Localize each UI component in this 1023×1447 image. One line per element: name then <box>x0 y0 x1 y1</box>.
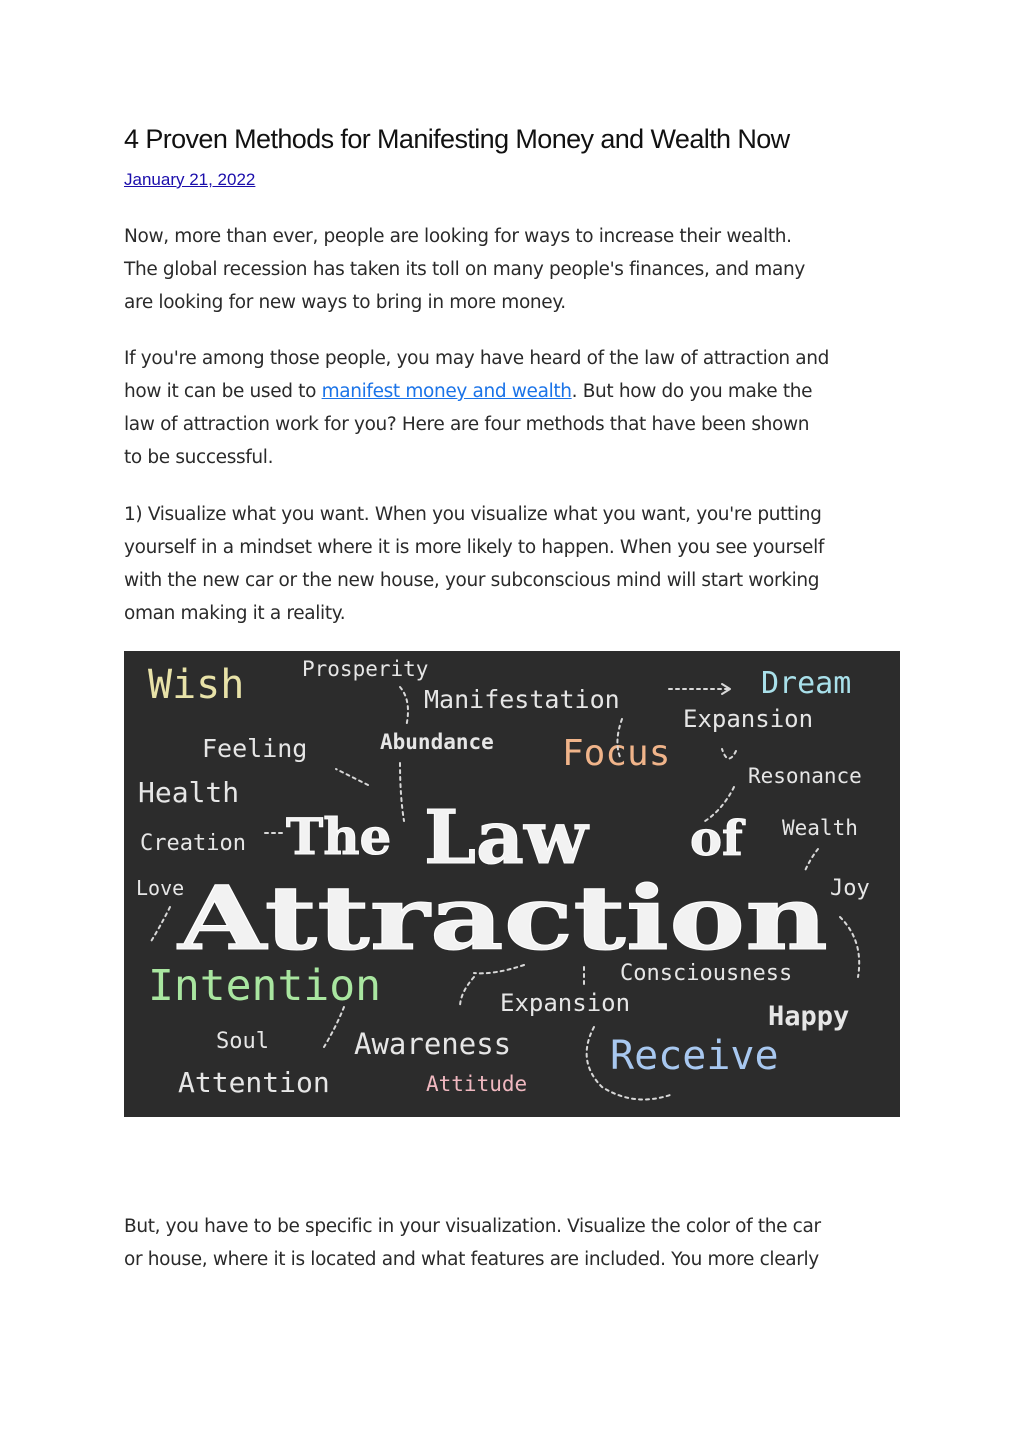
title-attraction: Attraction <box>176 866 828 970</box>
chalkboard-graphic <box>124 651 900 1117</box>
text-line: law of attraction work for you? Here are four methods that have been shown <box>124 414 810 435</box>
article-date-link[interactable]: January 21, 2022 <box>124 170 256 189</box>
word-wealth: Wealth <box>782 816 858 840</box>
paragraph-specific <box>124 1210 900 1276</box>
word-wish: Wish <box>148 662 245 708</box>
word-joy: Joy <box>830 876 870 901</box>
text-line: But, you have to be specific in your visualization. Visualize the color of the car <box>124 1216 821 1237</box>
word-soul: Soul <box>216 1029 269 1054</box>
word-expansion-top: Expansion <box>683 705 814 733</box>
word-abundance: Abundance <box>380 730 494 754</box>
text-line: Now, more than ever, people are looking for ways to increase their wealth. <box>124 226 792 247</box>
paragraph-intro <box>124 220 900 319</box>
word-receive: Receive <box>610 1033 779 1079</box>
word-creation: Creation <box>140 831 246 856</box>
title-the: The <box>286 807 392 866</box>
word-awareness: Awareness <box>354 1027 512 1061</box>
text-line: or house, where it is located and what features are included. You more clearly <box>124 1249 819 1270</box>
word-intention: Intention <box>148 961 381 1011</box>
word-attitude: Attitude <box>426 1072 528 1096</box>
text-line: with the new car or the new house, your subconscious mind will start working <box>124 570 820 591</box>
word-expansion-bottom: Expansion <box>500 989 631 1017</box>
word-love: Love <box>136 876 185 900</box>
text-line: to be successful. <box>124 447 274 468</box>
text-line: are looking for new ways to bring in more money. <box>124 292 566 313</box>
word-resonance: Resonance <box>748 764 862 788</box>
text-line: oman making it a reality. <box>124 603 346 624</box>
word-happy: Happy <box>768 1001 850 1032</box>
word-manifestation: Manifestation <box>424 685 620 714</box>
title-of: of <box>690 811 743 867</box>
text-segment: how it can be used to <box>124 381 322 402</box>
text-line: If you're among those people, you may have heard of the law of attraction and <box>124 348 830 369</box>
text-segment: . But how do you make the <box>571 381 813 402</box>
word-health: Health <box>138 776 240 809</box>
word-consciousness: Consciousness <box>620 961 793 986</box>
word-prosperity: Prosperity <box>302 657 429 681</box>
word-dream: Dream <box>761 666 852 701</box>
word-feeling: Feeling <box>202 734 308 763</box>
text-line: 1) Visualize what you want. When you visualize what you want, you're putting <box>124 504 822 525</box>
law-of-attraction-image <box>124 651 900 1117</box>
paragraph-law-of-attraction <box>124 342 900 474</box>
article-title: 4 Proven Methods for Manifesting Money and Wealth Now <box>124 124 790 154</box>
text-line <box>124 375 900 408</box>
word-focus: Focus <box>562 733 671 774</box>
paragraph-visualize <box>124 498 900 630</box>
text-line: yourself in a mindset where it is more likely to happen. When you see yourself <box>124 537 825 558</box>
word-attention: Attention <box>178 1066 330 1099</box>
title-law: Law <box>424 795 588 881</box>
text-line: The global recession has taken its toll on many people's finances, and many <box>124 259 805 280</box>
manifest-money-link[interactable]: manifest money and wealth <box>321 381 572 402</box>
